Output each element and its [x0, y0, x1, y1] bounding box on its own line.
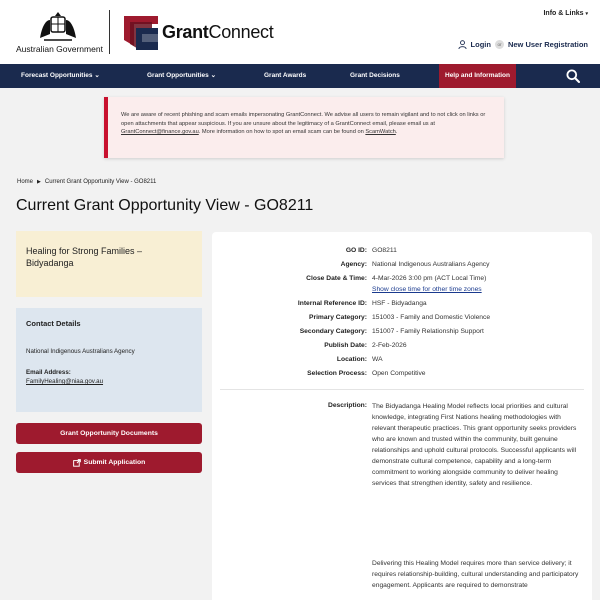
scam-warning-alert [104, 97, 504, 158]
brand-light: Connect [208, 22, 274, 42]
logo-divider [109, 10, 110, 54]
description-paragraph-2: Delivering this Healing Model requires more than service delivery; it requires relationship-building, cultural understanding and participatory engagement. Applicants are required to demonstrate [372, 560, 579, 589]
detail-label: GO ID: [345, 247, 367, 254]
nav-item-label: Grant Awards [264, 72, 307, 79]
detail-label: Description: [327, 402, 367, 409]
nav-item-label: Forecast Opportunities [21, 72, 93, 79]
grant-title: Healing for Strong Families – Bidyadanga [26, 246, 143, 268]
brand-bold: Grant [162, 22, 209, 42]
detail-label: Selection Process: [307, 370, 367, 377]
search-icon[interactable] [566, 69, 580, 83]
scamwatch-link[interactable]: ScamWatch [365, 129, 396, 135]
chevron-right-icon: ▶ [37, 179, 41, 185]
detail-value: GO8211 [372, 247, 397, 254]
nav-grant-opportunities[interactable] [147, 64, 216, 88]
login-area [458, 40, 588, 49]
email-label: Email Address: [26, 369, 71, 376]
info-links-menu[interactable] [543, 10, 588, 17]
grant-title-card [16, 231, 202, 297]
detail-label: Location: [336, 356, 367, 363]
user-icon [458, 40, 467, 49]
alert-email-link[interactable]: GrantConnect@finance.gov.au [121, 129, 199, 135]
external-link-icon [73, 459, 81, 467]
main-nav [0, 64, 600, 88]
contact-email-link[interactable]: FamilyHealing@niaa.gov.au [26, 378, 104, 385]
alert-text-2: . More information on how to spot an email scam can be found on [198, 129, 366, 135]
or-badge: or [495, 40, 504, 49]
detail-label: Primary Category: [309, 314, 367, 321]
detail-label: Secondary Category: [299, 328, 367, 335]
show-other-time-zones-link[interactable]: Show close time for other time zones [372, 285, 482, 293]
page-title: Current Grant Opportunity View - GO8211 [16, 197, 314, 214]
close-date-value: 4-Mar-2026 3:00 pm (ACT Local Time) [372, 275, 487, 282]
submit-application-button[interactable] [16, 452, 202, 473]
nav-grant-decisions[interactable] [350, 64, 400, 88]
grant-opportunity-documents-button[interactable] [16, 423, 202, 444]
australian-government-logo[interactable] [16, 10, 102, 54]
login-link[interactable]: Login [470, 40, 491, 49]
description-paragraph-1: The Bidyadanga Healing Model reflects local priorities and cultural knowledge, integrating First Nations healing methodologies with relevant therapeutic practices. This grant opportunity seeks providers who are known and trusted within the community, built genuine relationships and uphold cultural protocols. Successful applicants will demonstrate cultural competence, capability and a long-term commitment to working alongside community to deliver healing services that strengthen identity, safety and resilience. [372, 403, 577, 487]
detail-value: 151003 - Family and Domestic Violence [372, 314, 491, 321]
nav-grant-awards[interactable] [264, 64, 306, 88]
button-label: Grant Opportunity Documents [60, 430, 158, 437]
gov-name: Australian Government [16, 44, 103, 54]
breadcrumb-current: Current Grant Opportunity View - GO8211 [44, 179, 157, 185]
detail-value: HSF - Bidyadanga [372, 300, 427, 307]
grant-details-panel [212, 232, 592, 600]
info-links-label: Info & Links [543, 10, 584, 17]
button-label: Submit Application [83, 459, 146, 466]
alert-text-3: . [395, 129, 398, 135]
detail-value [372, 274, 582, 295]
detail-value: 2-Feb-2026 [372, 342, 407, 349]
detail-value: 151007 - Family Relationship Support [372, 328, 484, 335]
nav-help-and-information[interactable] [439, 64, 516, 88]
detail-value: Open Competitive [372, 370, 426, 377]
new-user-registration-link[interactable]: New User Registration [507, 40, 588, 49]
grantconnect-logo-icon[interactable] [124, 16, 158, 50]
site-header [0, 0, 600, 64]
detail-value: National Indigenous Australians Agency [372, 261, 490, 268]
alert-text-1: We are aware of recent phishing and scam emails impersonating GrantConnect. We advise all users to remain vigilant and to not click on links or open attachments that appear suspicious. If you are unsure about the legitimacy of a GrantConnect email, please email us at [121, 112, 486, 127]
divider [220, 389, 584, 390]
contact-details-card [16, 308, 202, 412]
chevron-down-icon: ⌄ [94, 72, 100, 79]
nav-forecast-opportunities[interactable] [21, 64, 100, 88]
nav-item-label: Grant Opportunities [147, 72, 209, 79]
detail-label: Close Date & Time: [306, 275, 367, 282]
detail-label: Internal Reference ID: [297, 300, 367, 307]
detail-label: Publish Date: [324, 342, 367, 349]
grantconnect-wordmark[interactable] [162, 22, 273, 43]
chevron-down-icon: ⌄ [210, 72, 217, 79]
contact-heading: Contact Details [26, 319, 81, 328]
detail-value: WA [372, 356, 383, 363]
breadcrumb-home[interactable]: Home [17, 179, 34, 185]
chevron-down-icon: ▾ [585, 11, 588, 17]
coat-of-arms-icon [36, 10, 80, 42]
breadcrumb [17, 179, 156, 185]
detail-label: Agency: [340, 261, 367, 268]
nav-item-label: Grant Decisions [350, 72, 400, 79]
contact-agency: National Indigenous Australians Agency [26, 348, 135, 355]
nav-item-label: Help and Information [445, 72, 510, 79]
